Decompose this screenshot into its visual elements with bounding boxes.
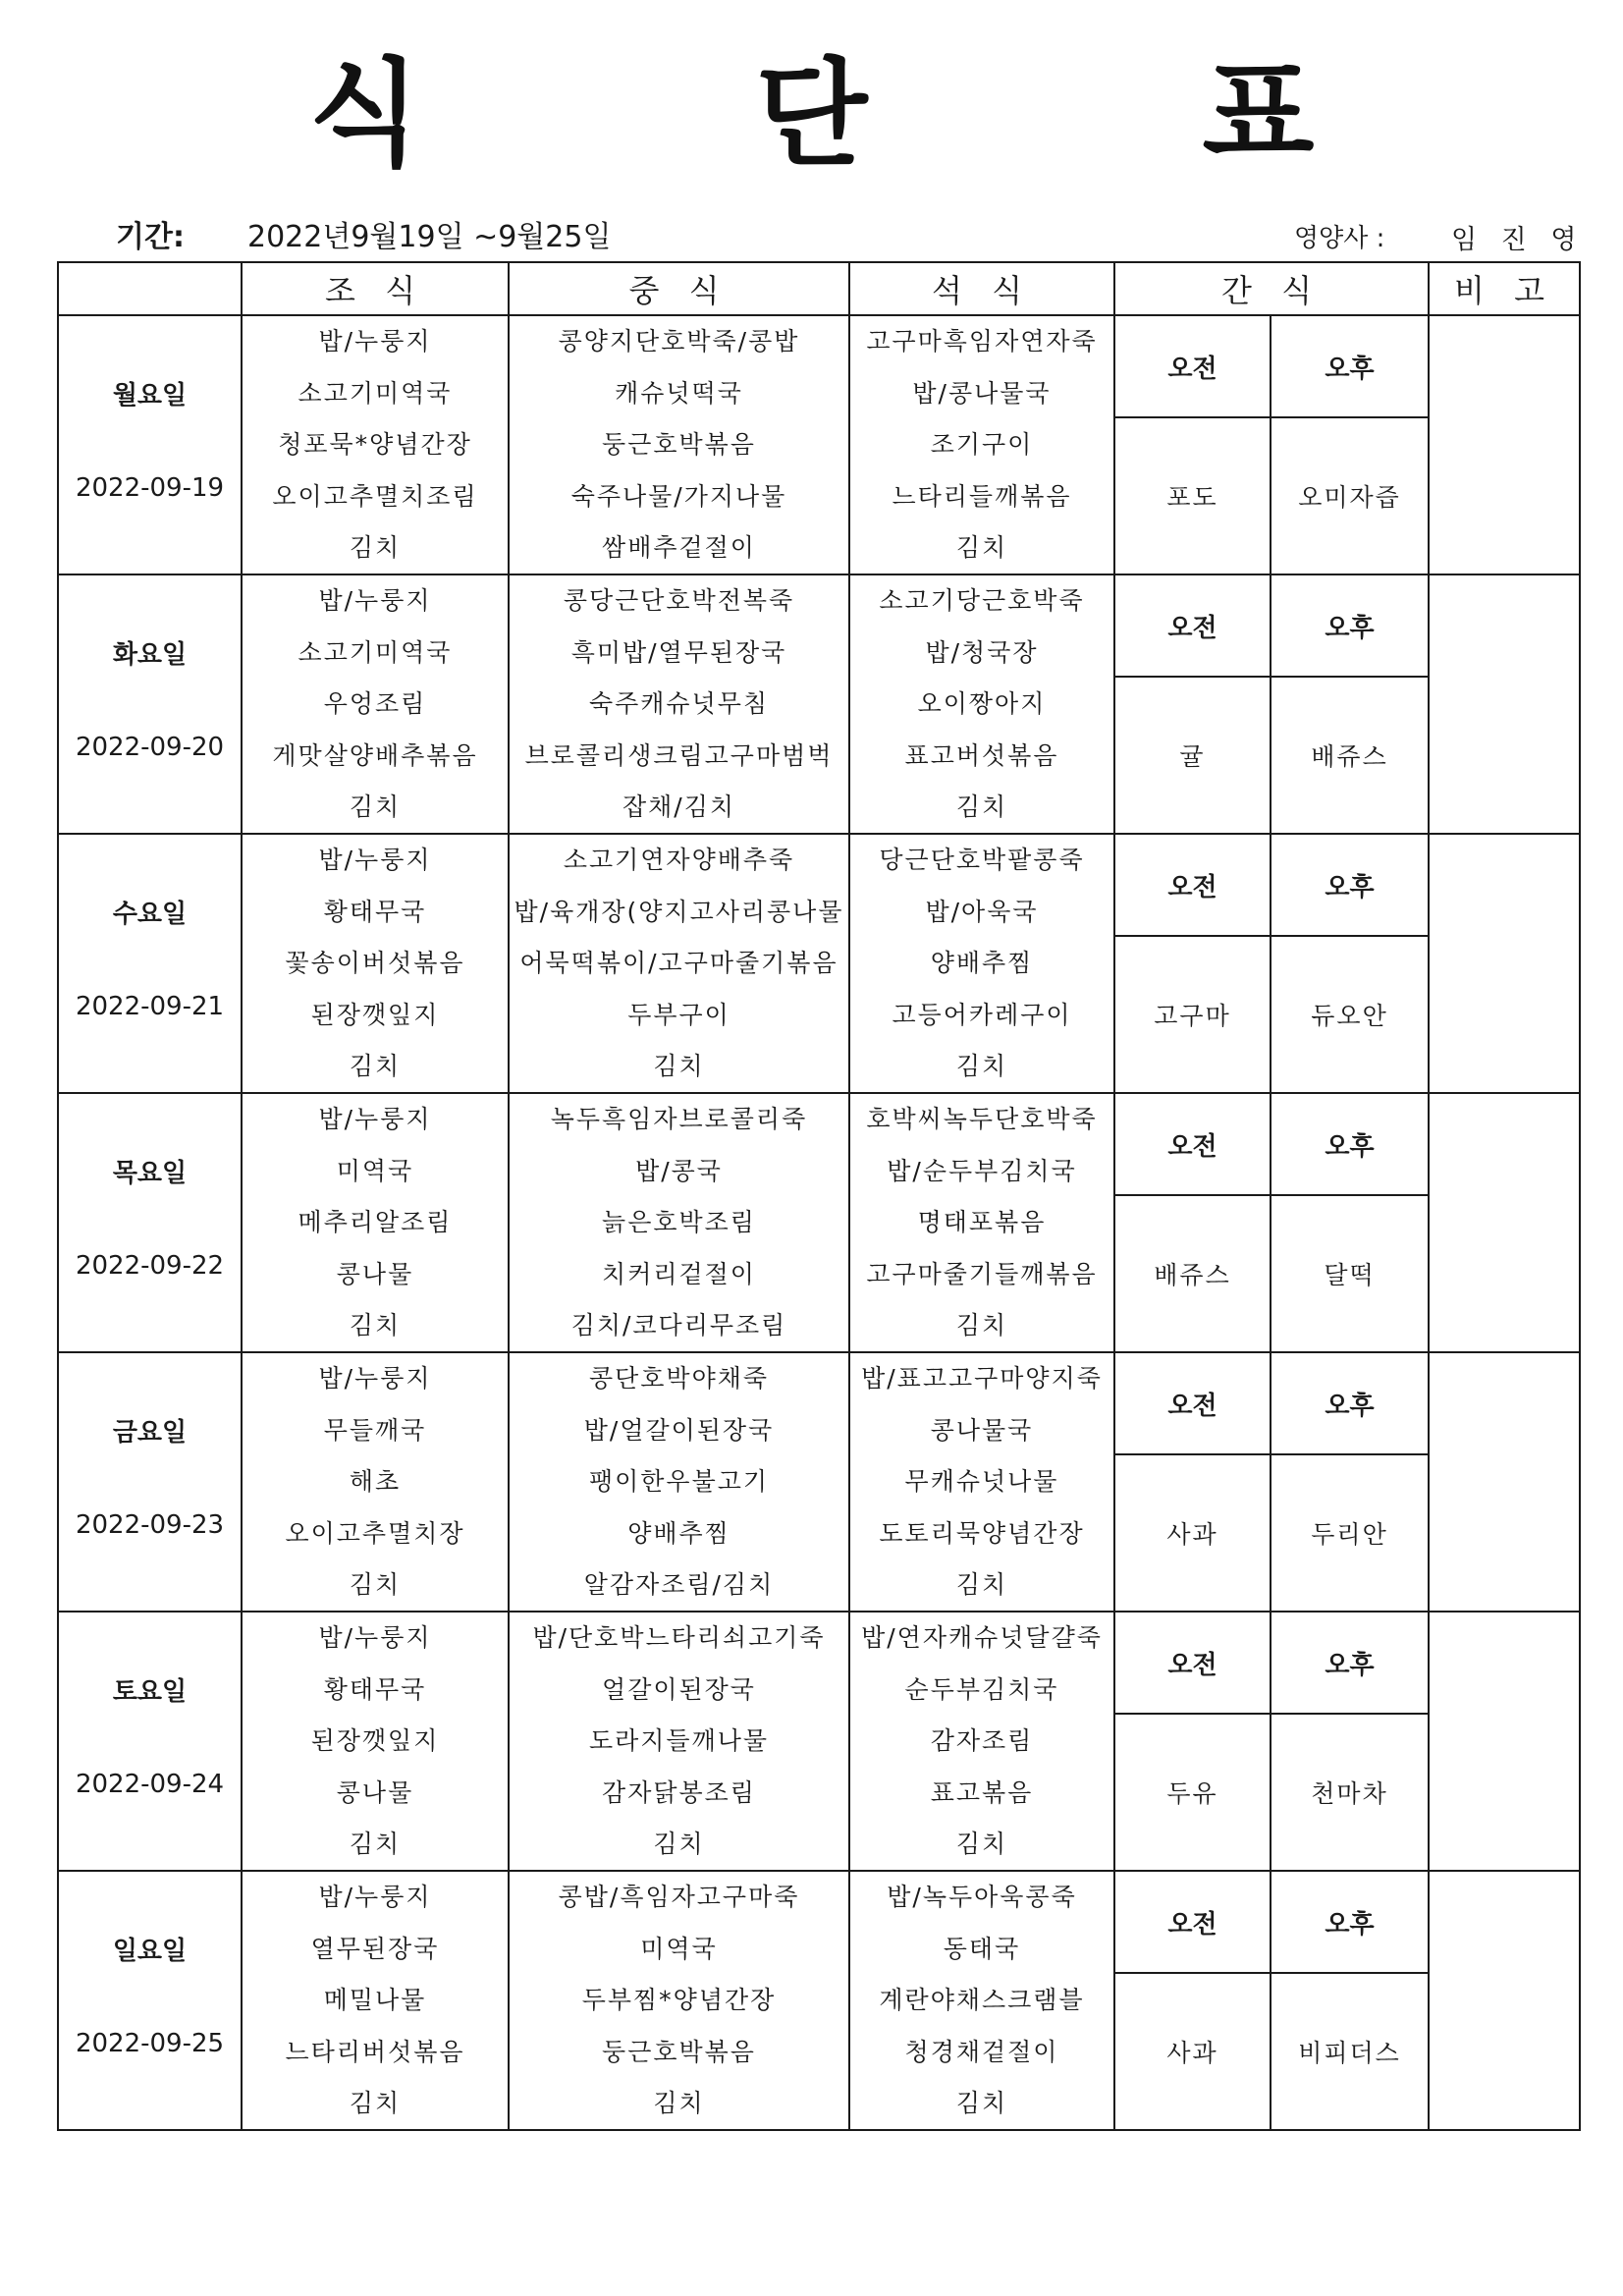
lunch-list [510,1613,848,1870]
snack-am: 포도 [1115,418,1271,574]
dish-item: 미역국 [336,1157,414,1185]
dish-item: 두부구이 [627,1001,730,1029]
day-date: 2022-09-22 [75,1251,225,1281]
lunch-list [510,835,848,1092]
dish-item: 늙은호박조림 [602,1209,756,1236]
breakfast-cell [242,834,509,1093]
note-cell [1429,1352,1580,1612]
snack-cell [1114,1612,1429,1871]
dish-item: 소고기미역국 [298,638,453,667]
period-label: 기간: [116,220,185,254]
dish-item: 김치 [955,1571,1008,1599]
snack-am-label: 오전 [1115,1094,1271,1196]
dish-item: 된장깻잎지 [310,1001,440,1029]
snack-am-label: 오전 [1115,316,1271,418]
dish-item: 밥/청국장 [925,638,1039,667]
note-header: 비 고 [1429,262,1580,315]
dish-item: 밥/누룽지 [318,1624,432,1652]
dish-item: 밥/육개장(양지고사리콩나물 [514,898,844,926]
dish-item: 잡채/김치 [622,793,736,821]
corner-cell [58,262,242,315]
dish-item: 흑미밥/열무된장국 [570,638,787,667]
dish-item: 오이고추멸치장 [285,1519,465,1548]
snack-pm-label: 오후 [1271,1872,1428,1974]
day-row [58,574,1580,834]
dish-item: 조기구이 [930,431,1034,459]
dish-item: 무캐슈넛나물 [904,1468,1059,1496]
breakfast-cell [242,1352,509,1612]
dish-item: 콩양지단호박죽/콩밥 [558,328,800,355]
dish-item: 콩나물 [336,1778,414,1807]
dinner-cell [849,1352,1114,1612]
dinner-cell [849,1093,1114,1352]
snack-am-label: 오전 [1115,1613,1271,1715]
lunch-list [510,1872,848,2129]
dish-item: 알감자조림/김치 [583,1571,775,1599]
dish-item: 밥/연자캐슈넛달걀죽 [861,1624,1103,1652]
note-cell [1429,834,1580,1093]
dish-item: 김치 [653,2090,705,2117]
dish-item: 우엉조림 [323,690,427,718]
dish-item: 소고기연자양배추죽 [563,847,795,874]
snack-am-label: 오전 [1115,1872,1271,1974]
dish-item: 오이고추멸치조림 [272,482,478,511]
dish-item: 콩밥/흑임자고구마죽 [558,1884,800,1911]
lunch-cell [509,1612,849,1871]
dinner-list [850,575,1113,833]
dish-item: 김치/코다리무조림 [570,1312,787,1339]
dish-item: 쌈배추겉절이 [602,534,756,562]
dish-item: 감자조림 [930,1727,1034,1755]
dish-item: 계란야채스크램블 [879,1987,1085,2014]
snack-am-label: 오전 [1115,1353,1271,1455]
dish-item: 소고기미역국 [298,379,453,408]
snack-pm-label: 오후 [1271,835,1428,937]
dish-item: 양배추찜 [930,950,1034,977]
lunch-cell [509,834,849,1093]
dinner-cell [849,1871,1114,2130]
dish-item: 김치 [349,1831,402,1858]
snack-am-label: 오전 [1115,835,1271,937]
day-name: 화요일 [112,640,188,670]
breakfast-cell [242,1093,509,1352]
note-cell [1429,315,1580,574]
day-cell [58,1612,242,1871]
dish-item: 김치 [955,1831,1008,1858]
dish-item: 열무된장국 [310,1935,440,1963]
dish-item: 김치 [955,793,1008,821]
dish-item: 밥/누룽지 [318,1884,432,1911]
lunch-list [510,1353,848,1611]
snack-cell [1114,574,1429,834]
snack-am: 사과 [1115,1455,1271,1611]
day-name: 금요일 [112,1418,188,1448]
day-cell [58,1352,242,1612]
dish-item: 김치 [955,1312,1008,1339]
snack-am: 귤 [1115,678,1271,833]
dinner-cell [849,574,1114,834]
lunch-header: 중 식 [509,262,849,315]
snack-grid [1115,316,1428,574]
note-cell [1429,1093,1580,1352]
lunch-cell [509,1352,849,1612]
breakfast-list [243,835,508,1092]
snack-pm-label: 오후 [1271,1094,1428,1196]
dietitian-label: 영양사 : [1294,224,1385,253]
day-date: 2022-09-19 [75,473,225,503]
snack-cell [1114,1871,1429,2130]
dish-item: 녹두흑임자브로콜리죽 [550,1106,808,1133]
day-name: 수요일 [112,900,188,929]
dish-item: 꽃송이버섯볶음 [285,950,465,977]
dish-item: 느타리들깨볶음 [892,482,1072,511]
dinner-list [850,316,1113,574]
lunch-list [510,1094,848,1351]
day-date: 2022-09-20 [75,733,225,762]
dish-item: 메추리알조림 [298,1209,453,1236]
dish-item: 표고버섯볶음 [904,741,1059,770]
snack-grid [1115,1353,1428,1611]
dish-item: 김치 [349,1053,402,1080]
note-cell [1429,574,1580,834]
breakfast-cell [242,1612,509,1871]
snack-cell [1114,1093,1429,1352]
dish-item: 밥/누룽지 [318,1365,432,1393]
dinner-list [850,1613,1113,1870]
dish-item: 황태무국 [323,1675,427,1704]
dish-item: 팽이한우불고기 [588,1468,770,1496]
day-row [58,1871,1580,2130]
page-title: 식 단 표 [308,46,1462,182]
dish-item: 표고볶음 [930,1778,1034,1807]
snack-grid [1115,835,1428,1092]
snack-cell [1114,834,1429,1093]
snack-am: 두유 [1115,1715,1271,1870]
snack-grid [1115,575,1428,833]
dish-item: 콩당근단호박전복죽 [563,587,795,615]
dish-item: 콩단호박야채죽 [588,1365,770,1393]
dinner-list [850,835,1113,1092]
dish-item: 황태무국 [323,898,427,926]
dish-item: 도라지들깨나물 [588,1727,770,1755]
day-name: 일요일 [112,1937,188,1966]
dish-item: 도토리묵양념간장 [879,1519,1085,1548]
snack-cell [1114,315,1429,574]
dish-item: 청포묵*양념간장 [278,431,472,459]
dish-item: 청경채겉절이 [904,2038,1059,2066]
day-cell [58,315,242,574]
breakfast-cell [242,1871,509,2130]
dish-item: 밥/표고고구마양지죽 [861,1365,1103,1393]
dish-item: 순두부김치국 [904,1675,1059,1704]
day-cell [58,1871,242,2130]
dish-item: 밥/단호박느타리쇠고기죽 [532,1624,826,1652]
dinner-cell [849,1612,1114,1871]
dish-item: 얼갈이된장국 [602,1675,756,1704]
breakfast-list [243,1872,508,2129]
snack-cell [1114,1352,1429,1612]
dish-item: 오이짱아지 [917,690,1047,718]
day-cell [58,1093,242,1352]
dish-item: 김치 [653,1831,705,1858]
breakfast-list [243,1613,508,1870]
day-cell [58,574,242,834]
dish-item: 숙주캐슈넛무침 [588,690,770,718]
dish-item: 김치 [653,1053,705,1080]
dish-item: 밥/콩나물국 [912,379,1052,408]
dish-item: 호박씨녹두단호박죽 [866,1106,1098,1133]
dish-item: 느타리버섯볶음 [285,2038,465,2066]
note-cell [1429,1871,1580,2130]
dish-item: 김치 [955,1053,1008,1080]
dinner-header: 석 식 [849,262,1114,315]
lunch-cell [509,1093,849,1352]
dish-item: 캐슈넛떡국 [615,379,743,408]
snack-header: 간 식 [1114,262,1429,315]
lunch-list [510,575,848,833]
snack-pm: 듀오안 [1311,1002,1388,1030]
dish-item: 콩나물국 [930,1416,1034,1445]
day-row [58,1352,1580,1612]
breakfast-cell [242,315,509,574]
dinner-cell [849,315,1114,574]
day-row [58,1093,1580,1352]
snack-am: 배쥬스 [1115,1196,1271,1351]
dish-item: 소고기당근호박죽 [879,587,1085,615]
snack-grid [1115,1094,1428,1351]
snack-pm: 오미자즙 [1298,483,1401,512]
snack-pm-label: 오후 [1271,575,1428,678]
breakfast-list [243,1094,508,1351]
lunch-cell [509,315,849,574]
breakfast-list [243,575,508,833]
day-name: 목요일 [112,1159,188,1188]
day-date: 2022-09-25 [75,2029,225,2058]
dish-item: 브로콜리생크림고구마범벅 [524,741,834,770]
dish-item: 고구마줄기들깨볶음 [866,1260,1098,1288]
dish-item: 밥/녹두아욱콩죽 [887,1884,1077,1911]
dish-item: 둥근호박볶음 [602,2038,756,2066]
dish-item: 밥/아욱국 [925,898,1039,926]
header-row [58,262,1580,315]
dish-item: 양배추찜 [627,1519,730,1548]
lunch-cell [509,1871,849,2130]
dish-item: 동태국 [943,1935,1021,1963]
dish-item: 김치 [349,793,402,821]
note-cell [1429,1612,1580,1871]
dish-item: 감자닭봉조림 [602,1778,756,1807]
dish-item: 밥/얼갈이된장국 [583,1416,775,1445]
dish-item: 김치 [349,2090,402,2117]
dish-item: 둥근호박볶음 [602,431,756,459]
snack-pm: 배쥬스 [1311,742,1388,771]
snack-pm-label: 오후 [1271,316,1428,418]
breakfast-cell [242,574,509,834]
snack-grid [1115,1613,1428,1870]
dish-item: 김치 [349,534,402,562]
snack-pm: 비피더스 [1298,2039,1401,2067]
day-row [58,834,1580,1093]
dish-item: 두부찜*양념간장 [581,1987,777,2014]
dish-item: 어묵떡볶이/고구마줄기볶음 [519,950,839,977]
dish-item: 미역국 [640,1935,718,1963]
dish-item: 된장깻잎지 [310,1727,440,1755]
dish-item: 숙주나물/가지나물 [570,482,787,511]
dish-item: 김치 [349,1312,402,1339]
day-date: 2022-09-24 [75,1770,225,1799]
day-date: 2022-09-21 [75,992,225,1021]
dish-item: 당근단호박팥콩죽 [879,847,1085,874]
dish-item: 치커리겉절이 [602,1260,756,1288]
day-name: 토요일 [112,1677,188,1707]
day-row [58,315,1580,574]
dish-item: 밥/순두부김치국 [887,1157,1077,1185]
dish-item: 고구마흑임자연자죽 [866,328,1098,355]
dish-item: 무들깨국 [323,1416,427,1445]
dinner-cell [849,834,1114,1093]
day-date: 2022-09-23 [75,1510,225,1540]
dietitian-name: 임 진 영 [1451,225,1585,255]
breakfast-list [243,316,508,574]
snack-grid [1115,1872,1428,2129]
day-row [58,1612,1580,1871]
dish-item: 밥/누룽지 [318,1106,432,1133]
dish-item: 밥/콩국 [635,1157,723,1185]
dinner-list [850,1094,1113,1351]
snack-pm-label: 오후 [1271,1613,1428,1715]
lunch-list [510,316,848,574]
dinner-list [850,1872,1113,2129]
snack-pm: 두리안 [1311,1520,1388,1549]
lunch-cell [509,574,849,834]
dish-item: 김치 [955,534,1008,562]
snack-am: 사과 [1115,1974,1271,2129]
snack-am: 고구마 [1115,937,1271,1092]
dish-item: 명태포볶음 [917,1209,1047,1236]
snack-pm: 천마차 [1311,1779,1388,1808]
snack-pm: 달떡 [1324,1261,1376,1289]
dish-item: 게맛살양배추볶음 [272,741,478,770]
dish-item: 김치 [955,2090,1008,2117]
breakfast-header: 조 식 [242,262,509,315]
breakfast-list [243,1353,508,1611]
dish-item: 밥/누룽지 [318,847,432,874]
dish-item: 김치 [349,1571,402,1599]
dish-item: 밥/누룽지 [318,587,432,615]
day-cell [58,834,242,1093]
dish-item: 해초 [349,1468,402,1496]
dish-item: 고등어카레구이 [892,1001,1072,1029]
snack-am-label: 오전 [1115,575,1271,678]
dish-item: 메밀나물 [323,1987,427,2014]
period-value: 2022년9월19일 ~9월25일 [247,220,612,254]
dish-item: 콩나물 [336,1260,414,1288]
day-name: 월요일 [112,381,188,410]
dish-item: 밥/누룽지 [318,328,432,355]
dinner-list [850,1353,1113,1611]
menu-table [57,261,1581,2131]
snack-pm-label: 오후 [1271,1353,1428,1455]
